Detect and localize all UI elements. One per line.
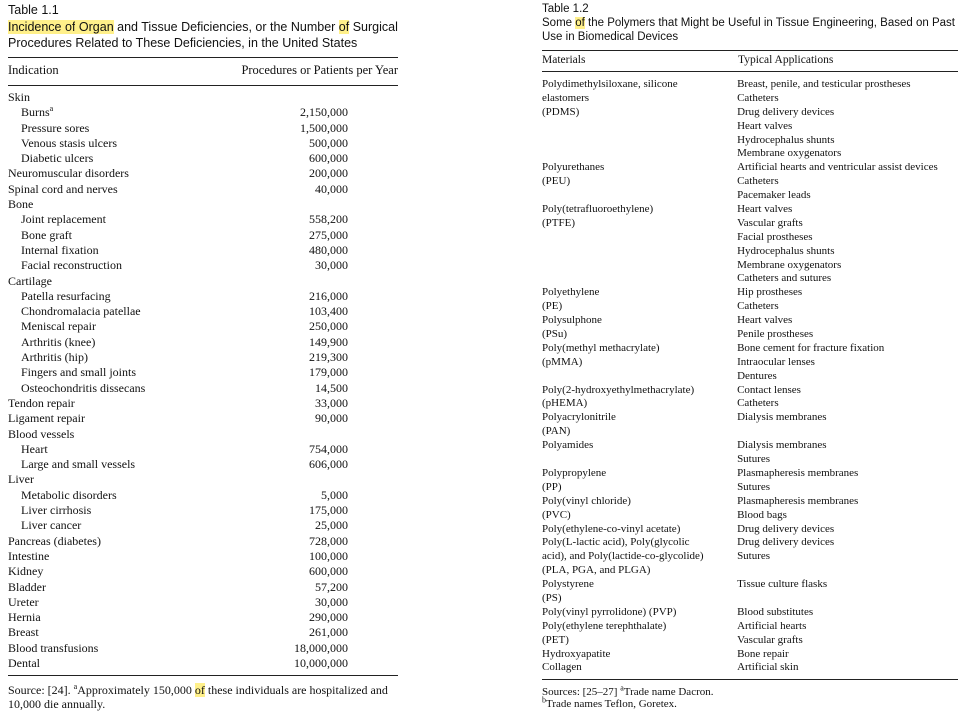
material-line: (PDMS) [542,105,580,118]
value-cell [288,274,348,289]
indication-cell: Internal fixation [21,242,99,257]
material-line: Polyamides [542,439,594,452]
material-line: (PET) [542,633,569,646]
source-line [542,695,958,711]
application-line: Catheters [737,91,779,104]
materials-cell [542,648,737,662]
applications-cell [737,606,958,620]
table-row [542,411,958,439]
indication-cell: Skin [8,90,31,104]
table-row [542,286,958,314]
application-line: Pacemaker leads [737,189,811,202]
materials-cell [542,578,737,606]
value-cell: 103,400 [309,304,348,319]
table-caption [8,19,398,51]
applications-cell [737,384,958,412]
table-row [8,136,398,151]
source-line [542,683,958,699]
indication-cell: Blood vessels [8,426,75,441]
applications-cell [737,661,958,675]
applications-cell [737,161,958,203]
table-row [8,625,398,640]
indication-cell: Venous stasis ulcers [21,135,117,150]
footnote-marker: a [49,104,54,114]
table-row [8,182,398,197]
value-cell: 600,000 [309,151,348,166]
indication-cell: Arthritis (knee) [21,334,96,349]
applications-cell [737,411,958,439]
indication-cell: Blood transfusions [8,640,99,655]
materials-cell [542,467,737,495]
value-cell: 250,000 [309,319,348,334]
table-row [8,656,398,671]
value-cell: 200,000 [309,166,348,181]
applications-cell [737,578,958,606]
material-line: elastomers [542,91,590,104]
table-row [8,595,398,610]
table-caption [542,17,958,44]
material-line: Polysulphone [542,314,602,327]
footnote-marker: b [542,695,546,705]
value-cell: 179,000 [309,365,348,380]
table-row [8,243,398,258]
material-line: Poly(ethylene-co-vinyl acetate) [542,522,681,535]
indication-cell: Pressure sores [21,120,90,135]
table-row [8,396,398,411]
materials-cell [542,384,737,412]
value-cell: 600,000 [309,564,348,579]
indication-cell: Arthritis (hip) [21,350,88,365]
value-cell: 10,000,000 [294,655,348,670]
indication-cell: Dental [8,655,40,670]
indication-cell: Cartilage [8,273,52,288]
table-row [542,536,958,578]
indication-cell: Facial reconstruction [21,258,122,273]
applications-cell [737,286,958,314]
application-line: Intraocular lenses [737,355,815,368]
applications-cell [737,620,958,648]
indication-cell: Meniscal repair [21,319,96,334]
table-row [8,411,398,426]
caption-highlight: of [575,17,585,29]
table-number: Table 1.1 [8,3,59,17]
application-line: Tissue culture flasks [737,578,828,591]
table-body [542,72,958,675]
caption-text: Surgical Procedures Related to These Deficiencies, in the United States [8,20,398,50]
applications-cell [737,314,958,342]
indication-cell: Spinal cord and nerves [8,181,118,196]
caption-highlight: Incidence [8,20,62,34]
value-cell: 606,000 [309,457,348,472]
table-row [542,578,958,606]
indication-cell: Neuromuscular disorders [8,166,129,181]
value-cell: 1,500,000 [300,120,348,135]
value-cell: 219,300 [309,350,348,365]
table-row [8,151,398,166]
footnote-marker: a [620,683,624,693]
material-line: Polystyrene [542,578,594,591]
column-header-materials: Materials [542,54,586,66]
indication-cell: Bone graft [21,227,72,242]
material-line: (PVC) [542,508,571,521]
table-row [8,319,398,334]
caption-highlight: Organ [78,20,114,34]
material-line: (PP) [542,480,562,493]
value-cell: 30,000 [315,258,348,273]
column-header-procedures: Procedures or Patients per Year [241,63,398,77]
source-text: Sources: [25–27] [542,686,621,699]
application-line [737,564,958,578]
material-line: Poly(2-hydroxyethylmethacrylate) [542,383,695,396]
caption-highlight: of [65,20,76,34]
indication-cell: Large and small vessels [21,457,136,472]
indication-cell: Pancreas (diabetes) [8,533,101,548]
materials-cell [542,411,737,439]
application-line: Sutures [737,480,771,493]
application-line: Membrane oxygenators [737,258,842,271]
materials-cell [542,661,737,675]
applications-cell [737,342,958,384]
application-line: Drug delivery devices [737,105,835,118]
table-source [8,676,398,711]
table-row [8,289,398,304]
material-line: Poly(L-lactic acid), Poly(glycolic [542,536,690,549]
material-line: (PS) [542,591,562,604]
application-line: Breast, penile, and testicular prostheses [737,78,911,90]
materials-cell [542,523,737,537]
materials-cell [542,342,737,384]
material-line: Collagen [542,661,582,674]
application-line: Bone repair [737,647,789,660]
table-row [8,641,398,656]
material-line: (pMMA) [542,355,583,368]
table-row [8,457,398,472]
indication-cell: Tendon repair [8,395,75,410]
table-row [542,495,958,523]
materials-cell [542,495,737,523]
application-line: Artificial hearts and ventricular assist devices [737,161,938,174]
source-highlight: of [194,683,205,698]
value-cell: 728,000 [309,533,348,548]
application-line: Catheters [737,397,779,410]
table-row [8,488,398,503]
material-line: Poly(vinyl chloride) [542,494,631,507]
table-row [8,212,398,227]
table-row [542,606,958,620]
value-cell: 480,000 [309,242,348,257]
caption-highlight: of [338,20,350,34]
table-1-1 [8,3,398,711]
application-line: Hip prostheses [737,286,803,299]
material-line: Poly(ethylene terephthalate) [542,619,667,632]
applications-cell [737,536,958,578]
table-row [8,166,398,181]
materials-cell [542,314,737,342]
indication-cell: Bone [8,197,34,212]
indication-cell: Fingers and small joints [21,365,136,380]
table-row [8,350,398,365]
column-header-indication: Indication [8,63,59,77]
materials-cell [542,78,737,161]
value-cell: 149,900 [309,334,348,349]
table-row [8,549,398,564]
table-row [542,78,958,161]
application-line: Contact lenses [737,383,801,396]
value-cell: 100,000 [309,548,348,563]
material-line: (PSu) [542,328,568,341]
applications-cell [737,203,958,286]
indication-cell: Chondromalacia patellae [21,304,141,319]
table-row [542,661,958,675]
application-line: Hydrocephalus shunts [737,244,835,257]
application-line: Vascular grafts [737,216,803,229]
table-header [8,58,398,85]
applications-cell [737,467,958,495]
table-row [8,365,398,380]
table-row [8,610,398,625]
table-row [542,467,958,495]
value-cell [288,427,348,442]
source-text: these individuals are hospitalized and 10,000 die annually. [8,683,388,712]
material-line: (PAN) [542,425,571,438]
table-row [8,228,398,243]
table-row [8,518,398,533]
value-cell: 57,200 [315,579,348,594]
caption-text: the Polymers that Might be Useful in Tissue Engineering, Based on Past Use in Biomedical Devices [542,17,955,43]
application-line: Artificial skin [737,661,799,674]
table-row [542,161,958,203]
application-line: Penile prostheses [737,328,814,341]
table-row [542,384,958,412]
application-line: Drug delivery devices [737,536,835,549]
indication-cell: Intestine [8,548,50,563]
material-line: (PLA, PGA, and PLGA) [542,564,651,577]
value-cell: 14,500 [315,380,348,395]
indication-cell: Metabolic disorders [21,487,117,502]
value-cell: 216,000 [309,288,348,303]
indication-cell: Diabetic ulcers [21,151,94,166]
materials-cell [542,606,737,620]
value-cell: 175,000 [309,503,348,518]
materials-cell [542,536,737,578]
table-row [542,620,958,648]
material-line: Poly(tetrafluoroethylene) [542,203,654,216]
value-cell: 558,200 [309,212,348,227]
application-line: Membrane oxygenators [737,147,842,160]
application-line: Blood bags [737,508,787,521]
indication-cell: Hernia [8,610,41,625]
value-cell: 18,000,000 [294,640,348,655]
value-cell: 754,000 [309,441,348,456]
table-row [8,427,398,442]
value-cell: 290,000 [309,610,348,625]
indication-cell: Bladder [8,579,46,594]
material-line: Polyacrylonitrile [542,411,616,424]
indication-cell: Liver cancer [21,518,82,533]
application-line: Artificial hearts [737,619,807,632]
application-line: Plasmapheresis membranes [737,466,859,479]
application-line: Drug delivery devices [737,522,835,535]
footnote-marker: a [73,682,78,692]
value-cell: 25,000 [315,518,348,533]
materials-cell [542,620,737,648]
indication-cell: Ureter [8,594,39,609]
indication-cell: Liver [8,472,34,487]
value-cell: 5,000 [321,487,348,502]
value-cell: 261,000 [309,625,348,640]
column-header-applications: Typical Applications [738,54,834,66]
table-source [542,680,958,710]
table-row [8,503,398,518]
material-line: (PEU) [542,175,571,188]
application-line: Vascular grafts [737,633,803,646]
table-row [8,121,398,136]
indication-cell: Liver cirrhosis [21,503,92,518]
value-cell: 33,000 [315,395,348,410]
table-row [8,564,398,579]
table-row [8,335,398,350]
application-line: Catheters [737,175,779,188]
applications-cell [737,78,958,161]
table-1-2 [542,3,958,710]
source-text: Trade names Teflon, Goretex. [546,698,677,711]
table-row [542,439,958,467]
material-line: Polypropylene [542,466,607,479]
indication-cell: Burns$^a$ [21,104,54,120]
application-line: Sutures [737,453,771,466]
material-line: Poly(vinyl pyrrolidone) (PVP) [542,605,677,618]
application-line: Hydrocephalus shunts [737,133,835,146]
value-cell: 275,000 [309,227,348,242]
table-header [542,51,958,71]
application-line: Catheters [737,300,779,313]
value-cell: 30,000 [315,594,348,609]
table-row [8,90,398,105]
application-line: Catheters and sutures [737,272,832,285]
value-cell: 90,000 [315,411,348,426]
application-line: Heart valves [737,314,793,327]
application-line: Dialysis membranes [737,439,827,452]
table-row [8,580,398,595]
material-line: Hydroxyapatite [542,647,611,660]
indication-cell: Heart [21,441,48,456]
table-row [8,442,398,457]
value-cell [288,197,348,212]
indication-cell: Kidney [8,564,44,579]
table-row [542,342,958,384]
application-line: Dialysis membranes [737,411,827,424]
material-line: Poly(methyl methacrylate) [542,341,660,354]
table-row [8,472,398,487]
value-cell: 500,000 [309,135,348,150]
application-line: Sutures [737,550,771,563]
application-line: Dentures [737,369,777,382]
materials-cell [542,203,737,286]
value-cell: 2,150,000 [300,105,348,120]
applications-cell [737,439,958,467]
table-row [8,258,398,273]
source-text: Source: [24]. [8,683,74,698]
indication-cell: Patella resurfacing [21,288,111,303]
indication-cell: Osteochondritis dissecans [21,380,146,395]
indication-cell: Ligament repair [8,411,85,426]
applications-cell [737,523,958,537]
material-line: acid), and Poly(lactide-co-glycolide) [542,550,704,563]
value-cell [288,90,348,105]
source-text: Trade name Dacron. [623,686,714,699]
table-number: Table 1.2 [542,3,589,15]
materials-cell [542,439,737,467]
application-line [737,592,958,606]
material-line: Polyethylene [542,286,600,299]
material-line: (PTFE) [542,216,575,229]
material-line: Polydimethylsiloxane, silicone [542,78,678,90]
application-line: Facial prostheses [737,230,813,243]
table-body [8,86,398,671]
materials-cell [542,161,737,203]
table-row [542,648,958,662]
table-row [8,274,398,289]
table-row [542,203,958,286]
table-row [8,381,398,396]
caption-text: Some [542,17,576,29]
table-row [8,304,398,319]
source-text: Approximately 150,000 [77,683,195,698]
material-line: Polyurethanes [542,161,605,174]
table-row [542,523,958,537]
indication-cell: Breast [8,625,39,640]
indication-cell: Joint replacement [21,212,106,227]
applications-cell [737,648,958,662]
material-line: (pHEMA) [542,397,588,410]
table-row [8,105,398,120]
table-row [8,197,398,212]
caption-text: and Tissue Deficiencies, or the Number [113,20,339,34]
applications-cell [737,495,958,523]
table-row [542,314,958,342]
application-line: Heart valves [737,119,793,132]
application-line: Heart valves [737,203,793,216]
value-cell: 40,000 [315,181,348,196]
application-line: Bone cement for fracture fixation [737,341,885,354]
value-cell [288,472,348,487]
materials-cell [542,286,737,314]
material-line: (PE) [542,300,563,313]
application-line: Plasmapheresis membranes [737,494,859,507]
table-row [8,534,398,549]
application-line: Blood substitutes [737,605,814,618]
